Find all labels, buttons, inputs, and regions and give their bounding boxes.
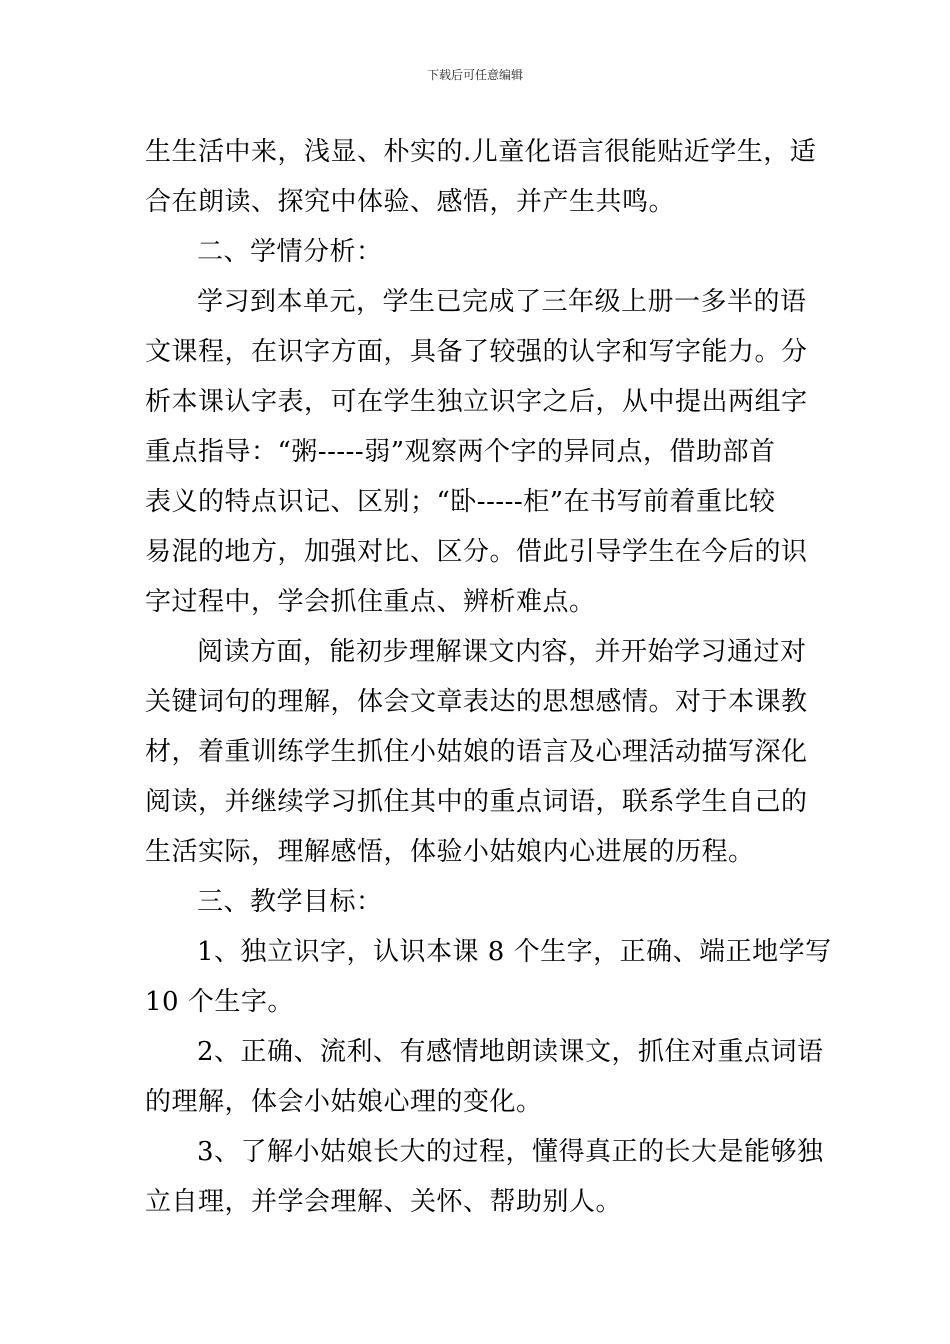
text-line: 3、了解小姑娘长大的过程，懂得真正的长大是能够独 [197,1137,824,1167]
text-line: 2、正确、流利、有感情地朗读课文，抓住对重点词语 [197,1037,824,1067]
text-line: 学习到本单元，学生已完成了三年级上册一多半的语 [197,287,807,317]
text-line: 10 个生字。 [145,987,294,1017]
text-line: 1、独立识字，认识本课 8 个生字，正确、端正地学写 [197,937,832,967]
text-line: 合在朗读、探究中体验、感悟，并产生共鸣。 [145,187,676,217]
text-line: 生活实际，理解感悟，体验小姑娘内心进展的历程。 [145,837,755,867]
text-line: 表义的特点识记、区别；“卧-----柜”在书写前着重比较 [145,487,776,517]
text-line: 字过程中，学会抓住重点、辨析难点。 [145,587,596,617]
section-heading: 三、教学目标： [197,887,383,917]
text-line: 文课程，在识字方面，具备了较强的认字和写字能力。分 [145,337,808,367]
body-text [145,127,832,1227]
section-heading: 二、学情分析： [197,237,383,267]
text-line: 的理解，体会小姑娘心理的变化。 [145,1087,543,1117]
text-line: 阅读，并继续学习抓住其中的重点词语，联系学生自己的 [145,787,808,817]
text-line: 关键词句的理解，体会文章表达的思想感情。对于本课教 [145,687,808,717]
text-line: 重点指导：“粥-----弱”观察两个字的异同点，借助部首 [145,437,776,467]
text-line: 易混的地方，加强对比、区分。借此引导学生在今后的识 [145,537,808,567]
page-header: 下载后可任意编辑 [426,68,523,82]
text-line: 立自理，并学会理解、关怀、帮助别人。 [145,1187,623,1217]
text-line: 阅读方面，能初步理解课文内容，并开始学习通过对 [197,637,807,667]
text-line: 析本课认字表，可在学生独立识字之后，从中提出两组字 [145,387,808,417]
text-line: 材，着重训练学生抓住小姑娘的语言及心理活动描写深化 [145,737,808,767]
text-line: 生生活中来，浅显、朴实的.儿童化语言很能贴近学生，适 [145,137,817,167]
